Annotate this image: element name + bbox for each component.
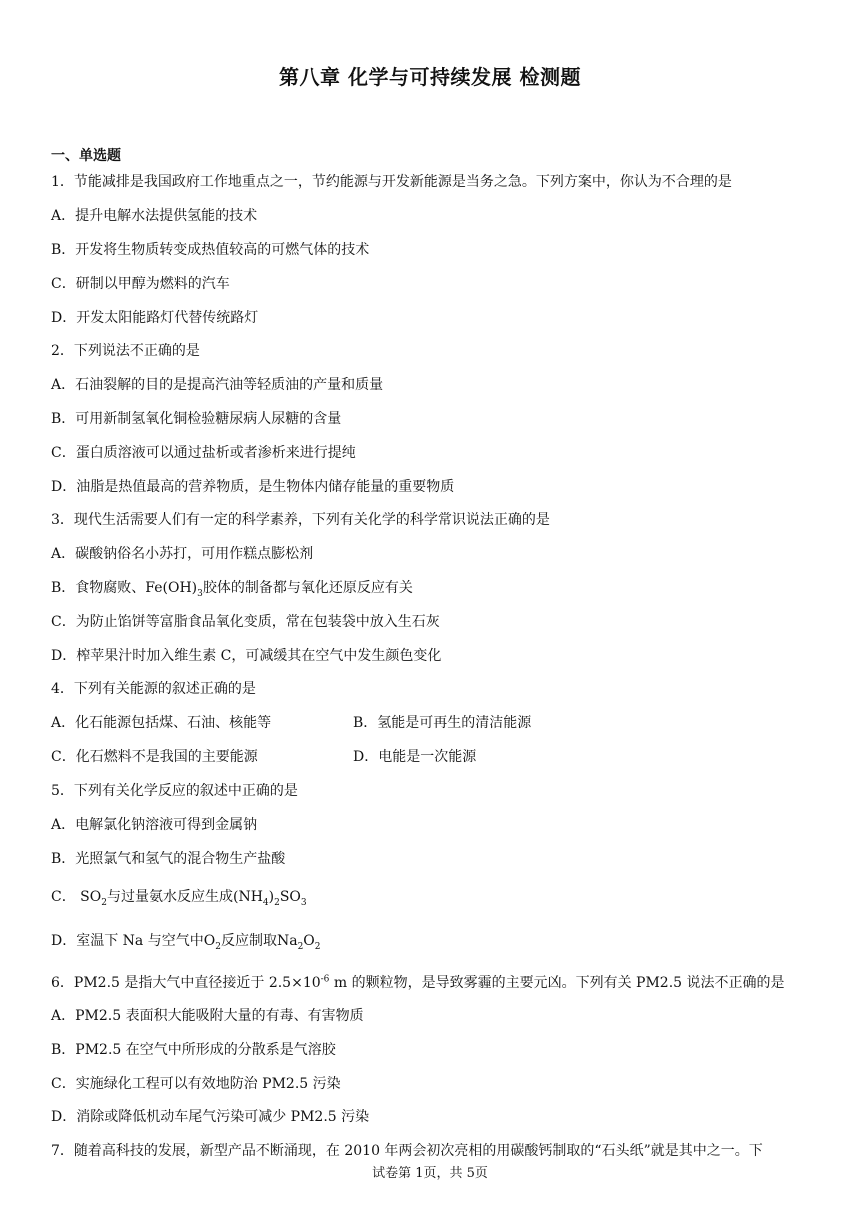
formula-so2 [80,889,107,908]
q4-option-c: C．化石燃料不是我国的主要能源 [51,749,258,765]
q3-b-text-1: B．食物腐败、Fe(OH) [51,580,198,596]
q2-option-a: A．石油裂解的目的是提高汽油等轻质油的产量和质量 [51,377,384,393]
formula-text: Na [276,933,298,949]
formula-subscript: 4 [262,897,269,908]
formula-na2o2 [276,933,321,952]
question-6-stem [51,974,785,992]
q2-option-b: B．可用新制氢氧化铜检验糖尿病人尿糖的含量 [51,411,342,427]
q4-option-b: B．氢能是可再生的清洁能源 [353,715,532,731]
q6-option-a: A．PM2.5 表面积大能吸附大量的有毒、有害物质 [51,1008,364,1024]
q6-option-c: C．实施绿化工程可以有效地防治 PM2.5 污染 [51,1076,341,1092]
formula-text: SO [279,889,301,905]
q3-option-b [51,579,413,597]
q2-option-c: C．蛋白质溶液可以通过盐析或者渗析来进行提纯 [51,445,356,461]
q5-c-text: 与过量氨水反应生成 [106,889,233,905]
q5-d-text-1: D．室温下 Na 与空气中 [51,933,204,949]
formula-text: ) [268,889,275,905]
formula-subscript: 3 [300,897,307,908]
q6-option-b: B．PM2.5 在空气中所形成的分散系是气溶胶 [51,1042,336,1058]
formula-text: O [303,933,315,949]
formula-subscript: 2 [297,941,304,952]
formula-subscript: 2 [274,897,280,908]
formula-text: SO [80,889,102,905]
q2-option-d: D．油脂是热值最高的营养物质，是生物体内储存能量的重要物质 [51,479,455,495]
formula-o2 [203,933,221,952]
q5-option-d [51,932,321,950]
q1-option-c: C．研制以甲醇为燃料的汽车 [51,276,230,292]
q5-option-a: A．电解氯化钠溶液可得到金属钠 [51,817,258,833]
question-1-stem: 1．节能减排是我国政府工作地重点之一，节约能源与开发新能源是当务之急。下列方案中，你认为不合理的是 [51,174,732,190]
question-4-stem: 4．下列有关能源的叙述正确的是 [51,681,256,697]
q5-option-c [51,888,307,906]
question-7-stem: 7．随着高科技的发展，新型产品不断涌现，在 2010 年两会初次亮相的用碳酸钙制取的“石头纸”就是其中之一。下 [51,1143,763,1159]
question-5-stem: 5．下列有关化学反应的叙述中正确的是 [51,783,298,799]
formula-text: O [203,933,216,949]
q1-option-a: A．提升电解水法提供氢能的技术 [51,208,258,224]
formula-subscript: 2 [314,941,321,952]
q4-option-a: A．化石能源包括煤、石油、核能等 [51,715,272,731]
q3-option-d: D．榨苹果汁时加入维生素 C，可减缓其在空气中发生颜色变化 [51,648,442,664]
q3-b-text-2: 胶体的制备都与氧化还原反应有关 [202,580,413,596]
q6-exponent: -6 [320,974,330,985]
q1-option-b: B．开发将生物质转变成热值较高的可燃气体的技术 [51,242,370,258]
formula-subscript: 2 [101,897,107,908]
q3-b-subscript: 3 [197,588,203,599]
formula-subscript: 2 [215,941,221,952]
q6-stem-text-1: 6．PM2.5 是指大气中直径接近于 2.5×10 [51,975,321,991]
q5-c-label: C． [51,889,76,905]
q6-stem-text-2: m 的颗粒物，是导致雾霾的主要元凶。下列有关 PM2.5 说法不正确的是 [329,975,785,991]
q6-option-d: D．消除或降低机动车尾气污染可减少 PM2.5 污染 [51,1109,370,1125]
q5-option-b: B．光照氯气和氢气的混合物生产盐酸 [51,851,286,867]
formula-nh4-2so3 [232,889,307,908]
q3-option-c: C．为防止馅饼等富脂食品氧化变质，常在包装袋中放入生石灰 [51,614,440,630]
page-footer: 试卷第 1页，共 5页 [372,1166,488,1181]
q1-option-d: D．开发太阳能路灯代替传统路灯 [51,310,259,326]
q3-option-a: A．碳酸钠俗名小苏打，可用作糕点膨松剂 [51,546,314,562]
q4-option-d: D．电能是一次能源 [353,749,477,765]
question-2-stem: 2．下列说法不正确的是 [51,343,200,359]
q5-d-text-2: 反应制取 [220,933,277,949]
question-3-stem: 3．现代生活需要人们有一定的科学素养，下列有关化学的科学常识说法正确的是 [51,512,550,528]
section-heading: 一、单选题 [51,148,121,164]
page-title: 第八章 化学与可持续发展 检测题 [279,65,581,89]
formula-text: (NH [232,889,263,905]
